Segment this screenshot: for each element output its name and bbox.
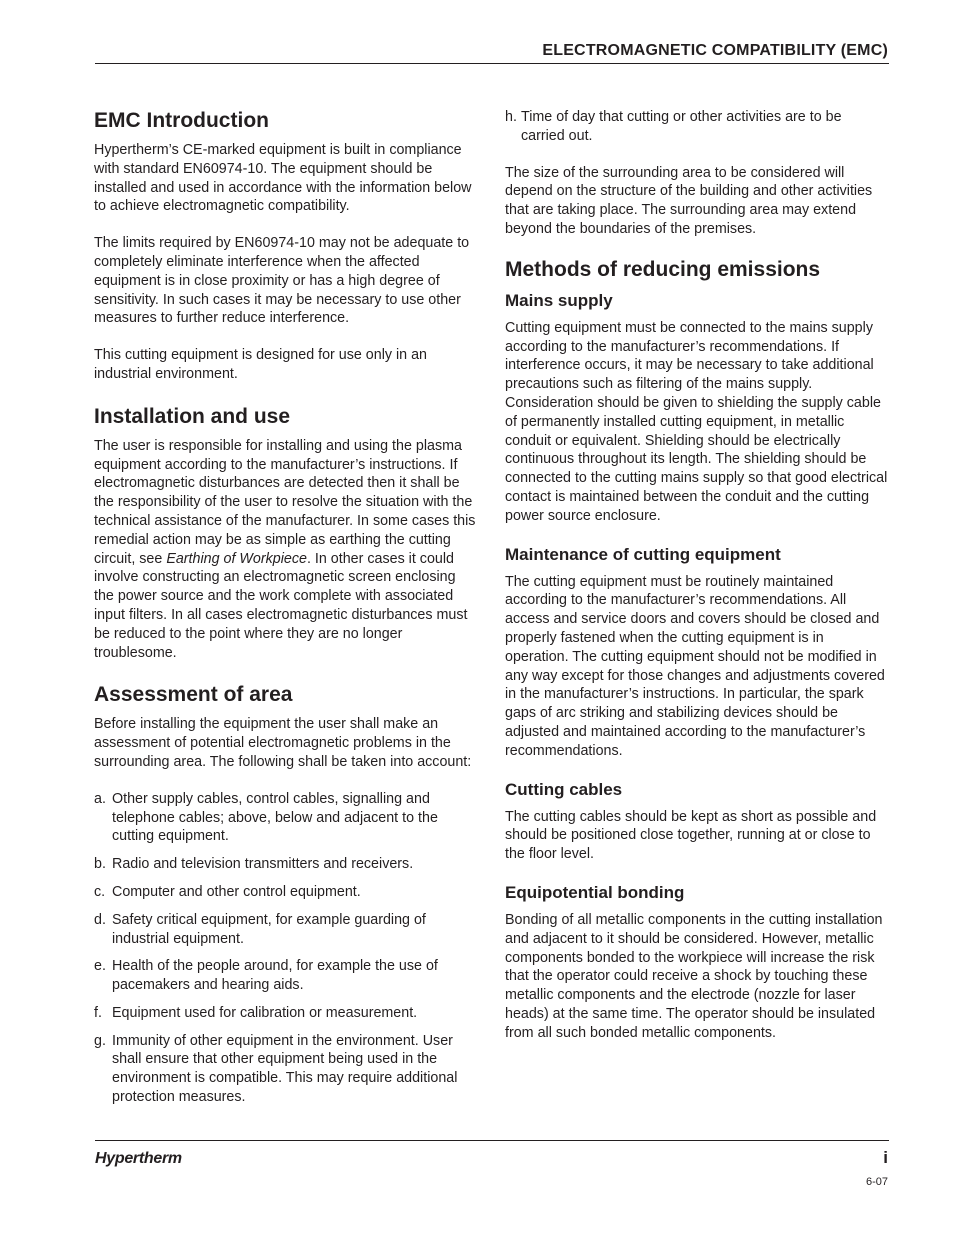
list-marker: h. <box>505 109 517 125</box>
left-column <box>94 98 479 1127</box>
list-item-text: Other supply cables, control cables, signalling and telephone cables; above, below and adjacent to the cutting equipment. <box>112 790 438 845</box>
list-marker: c. <box>94 883 106 900</box>
cutting-cables-heading: Cutting cables <box>505 779 623 799</box>
assessment-paragraph: Before installing the equipment the user shall make an assessment of potential electromagnetic problems in the surrounding area. The following shall be taken into account: <box>94 716 472 770</box>
list-item-text: Time of day that cutting or other activities are to be carried out. <box>521 109 842 144</box>
header-rule <box>95 63 889 64</box>
list-item <box>94 911 479 949</box>
list-item-h <box>505 108 888 146</box>
surrounding-area-paragraph: The size of the surrounding area to be considered will depend on the structure of the building and other activities that are taking place. The surrounding area may extend beyond the boundaries of the premises. <box>505 164 873 237</box>
cutting-cables-paragraph: The cutting cables should be kept as short as possible and should be positioned close together, running at or close to the floor level. <box>505 808 877 863</box>
list-marker: e. <box>94 958 106 975</box>
list-marker: g. <box>94 1032 106 1049</box>
list-marker: f. <box>94 1004 102 1021</box>
assessment-heading: Assessment of area <box>94 683 293 707</box>
intro-paragraph-3: This cutting equipment is designed for use only in an industrial environment. <box>94 347 427 382</box>
section-header-title: ELECTROMAGNETIC COMPATIBILITY (EMC) <box>542 42 888 59</box>
right-column <box>505 98 888 1062</box>
earthing-reference: Earthing of Workpiece <box>166 550 307 567</box>
list-item-text: Safety critical equipment, for example guarding of industrial equipment. <box>112 911 426 947</box>
installation-text-1: The user is responsible for installing and using the plasma equipment according to the manufacturer’s instructions. If electromagnetic disturbances are detected then it shall be the responsibility of the user to resolve the situation with the technical assistance of the manufacturer. In some cases this remedial action may be as simple as earthing the cutting circuit, see <box>94 437 476 567</box>
intro-paragraph-2: The limits required by EN60974-10 may not be adequate to completely eliminate interference when the affected equipment is in close proximity or has a high degree of sensitivity. In such cases it may be necessary to use other measures to further reduce interference. <box>94 235 470 327</box>
maintenance-heading: Maintenance of cutting equipment <box>505 544 781 564</box>
list-marker: d. <box>94 911 106 928</box>
maintenance-subsection <box>505 544 888 761</box>
list-item <box>94 1032 479 1107</box>
installation-text-2: . In other cases it could involve constructing an electromagnetic screen enclosing the power source and the work complete with associated input filters. In all cases electromagnetic disturbances must be reduced to the point where they are no longer troublesome. <box>94 550 468 661</box>
assessment-section <box>94 682 479 1107</box>
list-item <box>94 883 479 902</box>
equipotential-bonding-subsection <box>505 882 888 1043</box>
list-marker: b. <box>94 856 106 873</box>
revision-code: 6-07 <box>865 1176 888 1188</box>
list-item <box>94 1004 479 1023</box>
installation-paragraph <box>94 437 479 663</box>
list-item <box>94 855 479 874</box>
hypertherm-logo: Hypertherm <box>95 1150 182 1167</box>
list-item-text: Equipment used for calibration or measurement. <box>112 1004 418 1021</box>
equipotential-bonding-heading: Equipotential bonding <box>505 882 685 902</box>
list-item <box>94 790 479 846</box>
page-number: i <box>883 1148 888 1167</box>
methods-heading: Methods of reducing emissions <box>505 257 821 281</box>
emc-introduction-heading: EMC Introduction <box>94 109 269 132</box>
methods-section <box>505 257 888 1043</box>
list-item-text: Immunity of other equipment in the environment. User shall ensure that other equipment being used in the environment is compatible. This may require additional protection measures. <box>112 1032 458 1106</box>
cutting-cables-subsection <box>505 779 888 864</box>
footer-rule <box>95 1140 889 1141</box>
mains-supply-subsection <box>505 290 888 526</box>
mains-supply-heading: Mains supply <box>505 290 613 310</box>
intro-paragraph-1: Hypertherm’s CE-marked equipment is built in compliance with standard EN60974-10. The equipment should be installed and used in accordance with the information below to achieve electromagnetic compatibility. <box>94 142 472 215</box>
installation-heading: Installation and use <box>94 404 291 428</box>
list-marker: a. <box>94 790 106 807</box>
emc-introduction-section <box>94 108 479 384</box>
list-item-text: Radio and television transmitters and receivers. <box>112 856 414 873</box>
list-item <box>94 957 479 995</box>
list-item-text: Computer and other control equipment. <box>112 883 361 900</box>
assessment-list <box>94 790 479 1107</box>
list-item-text: Health of the people around, for example the use of pacemakers and hearing aids. <box>112 958 438 994</box>
maintenance-paragraph: The cutting equipment must be routinely maintained according to the manufacturer’s recommendations. All access and service doors and covers should be closed and properly fastened when the cutting equipment is in operation. The cutting equipment should not be modified in any way except for those changes and adjustments covered in the manufacturer’s instructions. In particular, the spark gaps of arc striking and stabilizing devices should be adjusted and maintained according to the manufacturer’s recommendations. <box>505 573 885 759</box>
equipotential-bonding-paragraph: Bonding of all metallic components in the cutting installation and adjacent to it should be considered. However, metallic components bonded to the workpiece will increase the risk that the operator could receive a shock by touching these metallic components and the electrode (nozzle for laser heads) at the same time. The operator should be insulated from all such bonded metallic components. <box>505 911 883 1041</box>
installation-section <box>94 404 479 663</box>
mains-supply-paragraph: Cutting equipment must be connected to the mains supply according to the manufacturer’s recommendations. If interference occurs, it may be necessary to take additional precautions such as filtering of the mains supply. Consideration should be given to shielding the supply cable of permanently installed cutting equipment, in metallic conduit or equivalent. Shielding should be electrically continuous throughout its length. The shielding should be connected to the cutting mains supply so that good electrical contact is maintained between the conduit and the cutting power source enclosure. <box>505 319 888 524</box>
